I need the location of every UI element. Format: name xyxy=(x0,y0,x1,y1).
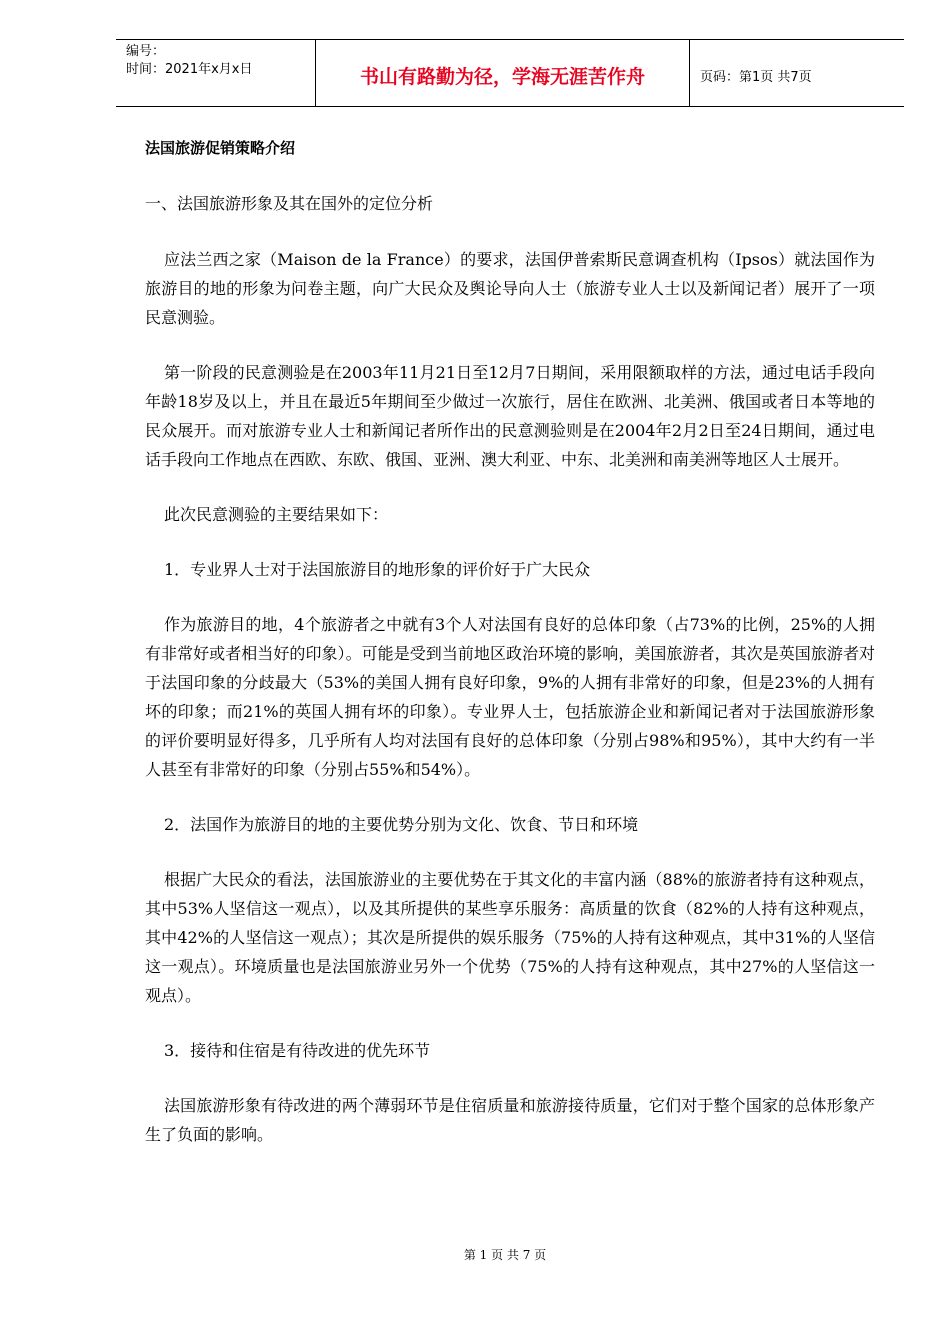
paragraph: 第一阶段的民意测验是在2003年11月21日至12月7日期间，采用限额取样的方法，通过电话手段向年龄18岁及以上，并且在最近5年期间至少做过一次旅行，居住在欧洲、北美洲、俄国或者日本等地的民众展开。而对旅游专业人士和新闻记者所作出的民意测验则是在2004年2月2日至24日期间，通过电话手段向工作地点在西欧、东欧、俄国、亚洲、澳大利亚、中东、北美洲和南美洲等地区人士展开。 xyxy=(145,363,875,469)
document-title: 法国旅游促销策略介绍 xyxy=(145,139,296,157)
section-heading: 一、法国旅游形象及其在国外的定位分析 xyxy=(145,194,434,213)
page-header xyxy=(116,39,904,107)
document-body xyxy=(145,133,875,1149)
paragraph: 作为旅游目的地，4个旅游者之中就有3个人对法国有良好的总体印象（占73%的比例，25%的人拥有非常好或者相当好的印象）。可能是受到当前地区政治环境的影响，美国旅游者，其次是英国旅游者对于法国印象的分歧最大（53%的美国人拥有良好印象，9%的人拥有非常好的印象，但是23%的人拥有坏的印象；而21%的英国人拥有坏的印象）。专业界人士，包括旅游企业和新闻记者对于法国旅游形象的评价要明显好得多，几乎所有人均对法国有良好的总体印象（分别占98%和95%），其中大约有一半人甚至有非常好的印象（分别占55%和54%）。 xyxy=(145,615,875,779)
subheading: 1．专业界人士对于法国旅游目的地形象的评价好于广大民众 xyxy=(164,560,591,579)
date-label: 时间：2021年x月x日 xyxy=(126,62,253,77)
paragraph: 法国旅游形象有待改进的两个薄弱环节是住宿质量和旅游接待质量，它们对于整个国家的总体形象产生了负面的影响。 xyxy=(145,1096,875,1144)
header-meta-cell xyxy=(116,40,316,106)
serial-number-label: 编号： xyxy=(126,44,166,59)
header-page-info: 页码：第1页 共7页 xyxy=(700,69,812,85)
paragraph: 此次民意测验的主要结果如下： xyxy=(164,505,389,524)
subheading: 3．接待和住宿是有待改进的优先环节 xyxy=(164,1041,431,1060)
header-motto: 书山有路勤为径，学海无涯苦作舟 xyxy=(316,40,690,106)
paragraph: 根据广大民众的看法，法国旅游业的主要优势在于其文化的丰富内涵（88%的旅游者持有这种观点，其中53%人坚信这一观点），以及其所提供的某些享乐服务：高质量的饮食（82%的人持有这种观点，其中42%的人坚信这一观点）；其次是所提供的娱乐服务（75%的人持有这种观点，其中31%的人坚信这一观点）。环境质量也是法国旅游业另外一个优势（75%的人持有这种观点，其中27%的人坚信这一观点）。 xyxy=(145,870,875,1005)
paragraph: 应法兰西之家（Maison de la France）的要求，法国伊普索斯民意调查机构（Ipsos）就法国作为旅游目的地的形象为问卷主题，向广大民众及舆论导向人士（旅游专业人士以及新闻记者）展开了一项民意测验。 xyxy=(145,250,875,327)
page-footer: 第 1 页 共 7 页 xyxy=(463,1248,547,1262)
subheading: 2．法国作为旅游目的地的主要优势分别为文化、饮食、节日和环境 xyxy=(164,815,639,834)
